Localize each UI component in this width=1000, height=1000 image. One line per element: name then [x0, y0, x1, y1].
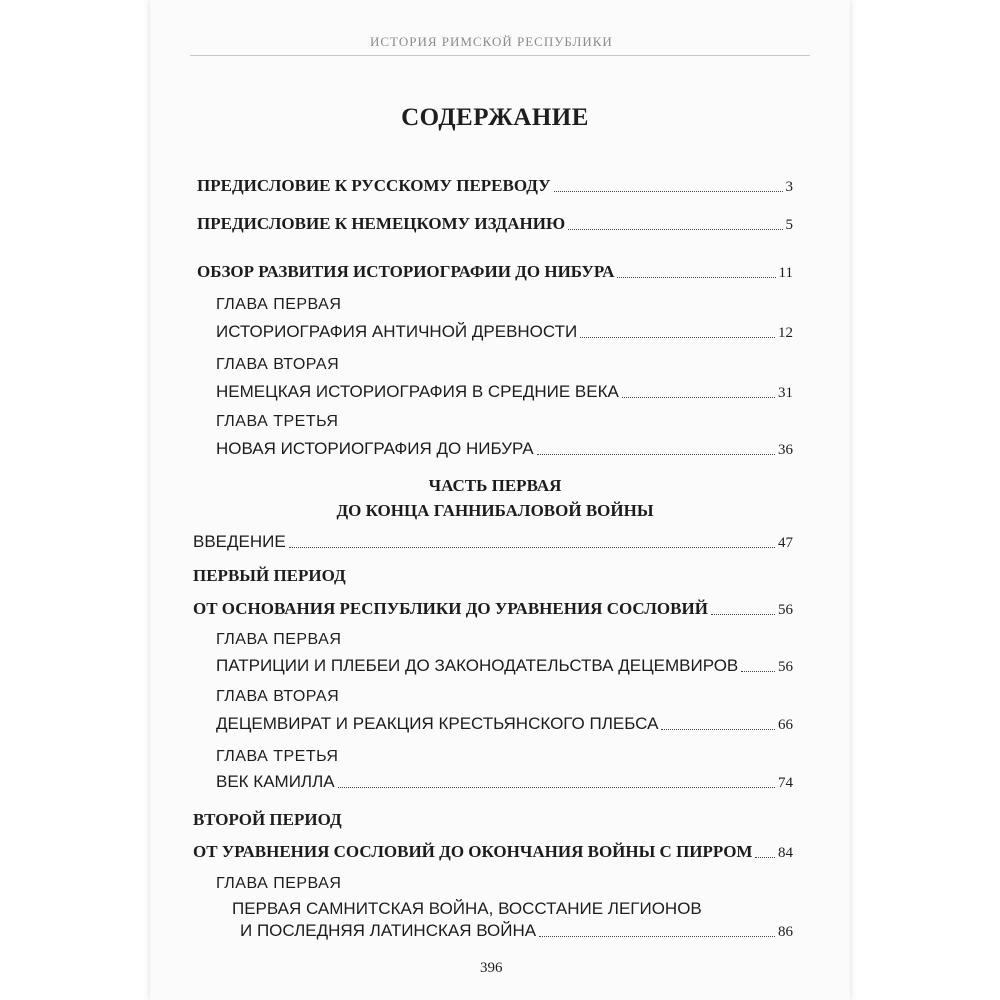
dot-leader — [755, 857, 775, 858]
toc-entry-chapter — [216, 714, 793, 734]
chapter-heading: ГЛАВА ПЕРВАЯ — [216, 296, 342, 313]
dot-leader — [741, 671, 775, 672]
chapter-heading: ГЛАВА ВТОРАЯ — [216, 356, 340, 373]
toc-page-number: 84 — [778, 845, 793, 861]
toc-entry-chapter — [216, 772, 793, 792]
toc-entry-chapter — [216, 322, 793, 342]
toc-page-number: 74 — [778, 775, 793, 791]
dot-leader — [617, 277, 775, 278]
toc-entry-preface-russian — [197, 176, 793, 196]
dot-leader — [622, 397, 775, 398]
toc-entry-chapter — [216, 382, 793, 402]
toc-entry-label: ОТ УРАВНЕНИЯ СОСЛОВИЙ ДО ОКОНЧАНИЯ ВОЙНЫ С ПИРРОМ — [193, 842, 753, 861]
toc-entry-label: ВЕК КАМИЛЛА — [216, 772, 335, 791]
toc-page-number: 5 — [785, 217, 793, 233]
toc-page-number: 47 — [778, 535, 793, 551]
toc-page-number: 86 — [778, 924, 793, 940]
dot-leader — [289, 547, 775, 548]
part-heading: ЧАСТЬ ПЕРВАЯ — [428, 476, 562, 495]
running-header: ИСТОРИЯ РИМСКОЙ РЕСПУБЛИКИ — [370, 34, 613, 49]
toc-entry-chapter — [216, 656, 793, 676]
chapter-heading: ГЛАВА ПЕРВАЯ — [216, 875, 342, 892]
toc-page-number: 36 — [778, 442, 793, 458]
toc-page-number: 11 — [778, 265, 793, 281]
toc-entry-label: ПЕРВАЯ САМНИТСКАЯ ВОЙНА, ВОССТАНИЕ ЛЕГИОНОВ — [232, 899, 702, 918]
dot-leader — [661, 729, 775, 730]
toc-page-number: 3 — [785, 179, 793, 195]
page-number: 396 — [480, 960, 503, 976]
toc-entry-preface-german — [197, 214, 793, 234]
dot-leader — [580, 337, 775, 338]
toc-entry-period — [193, 599, 793, 619]
period-heading: ПЕРВЫЙ ПЕРИОД — [193, 566, 346, 585]
chapter-heading: ГЛАВА ПЕРВАЯ — [216, 631, 342, 648]
toc-entry-label: ДЕЦЕМВИРАТ И РЕАКЦИЯ КРЕСТЬЯНСКОГО ПЛЕБСА — [216, 714, 659, 733]
toc-page-number: 56 — [778, 659, 793, 675]
toc-entry-introduction — [193, 532, 793, 552]
toc-page-number: 12 — [778, 325, 793, 341]
toc-entry-label: И ПОСЛЕДНЯЯ ЛАТИНСКАЯ ВОЙНА — [240, 921, 537, 940]
chapter-heading: ГЛАВА ТРЕТЬЯ — [216, 748, 339, 765]
toc-page-number: 66 — [778, 717, 793, 733]
part-title: ДО КОНЦА ГАННИБАЛОВОЙ ВОЙНЫ — [336, 501, 654, 520]
toc-entry-label: ИСТОРИОГРАФИЯ АНТИЧНОЙ ДРЕВНОСТИ — [216, 322, 578, 341]
toc-entry-label: ОБЗОР РАЗВИТИЯ ИСТОРИОГРАФИИ ДО НИБУРА — [197, 262, 615, 281]
chapter-heading: ГЛАВА ВТОРАЯ — [216, 688, 340, 705]
toc-entry-label: ПРЕДИСЛОВИЕ К НЕМЕЦКОМУ ИЗДАНИЮ — [197, 214, 566, 233]
toc-entry-label: ПАТРИЦИИ И ПЛЕБЕИ ДО ЗАКОНОДАТЕЛЬСТВА ДЕЦЕМВИРОВ — [216, 656, 739, 675]
page-title: СОДЕРЖАНИЕ — [401, 104, 589, 131]
toc-entry-historiography-overview — [197, 262, 793, 282]
toc-entry-label: ПРЕДИСЛОВИЕ К РУССКОМУ ПЕРЕВОДУ — [197, 176, 551, 195]
toc-entry-label: ВВЕДЕНИЕ — [193, 532, 286, 551]
toc-entry-chapter — [216, 439, 793, 459]
dot-leader — [539, 936, 775, 937]
dot-leader — [711, 614, 775, 615]
dot-leader — [554, 191, 783, 192]
toc-entry-label: НОВАЯ ИСТОРИОГРАФИЯ ДО НИБУРА — [216, 439, 534, 458]
toc-page-number: 56 — [778, 602, 793, 618]
header-rule — [190, 55, 810, 56]
period-heading: ВТОРОЙ ПЕРИОД — [193, 810, 342, 829]
toc-entry-period — [193, 842, 793, 862]
dot-leader — [338, 787, 775, 788]
toc-entry-label: ОТ ОСНОВАНИЯ РЕСПУБЛИКИ ДО УРАВНЕНИЯ СОСЛОВИЙ — [193, 599, 708, 618]
dot-leader — [568, 229, 782, 230]
toc-page-number: 31 — [778, 385, 793, 401]
dot-leader — [537, 454, 775, 455]
toc-entry-label: НЕМЕЦКАЯ ИСТОРИОГРАФИЯ В СРЕДНИЕ ВЕКА — [216, 382, 619, 401]
chapter-heading: ГЛАВА ТРЕТЬЯ — [216, 413, 339, 430]
toc-entry-chapter — [240, 921, 793, 941]
